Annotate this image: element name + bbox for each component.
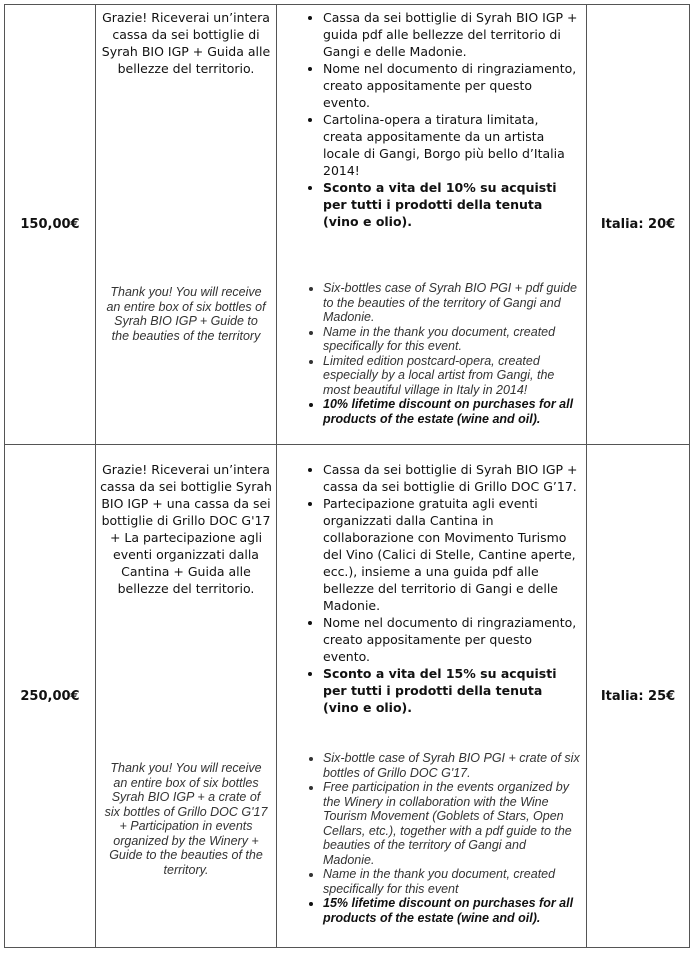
list-item: • Cartolina-opera a tiratura limitata, creata appositamente da un artista locale di Gangi, Borgo più bello d’Italia 2014! xyxy=(323,111,580,179)
details-list-it xyxy=(277,461,586,716)
details-cell xyxy=(277,445,587,948)
table-row xyxy=(5,445,690,948)
list-item: • Partecipazione gratuita agli eventi organizzati dalla Cantina in collaborazione con Movimento Turismo del Vino (Calici di Stelle, Cantine aperte, ecc.), insieme a una guida pdf alle bellezze del territorio di Gangi e delle Madonie. xyxy=(323,495,580,614)
price-cell: 250,00€ xyxy=(5,445,96,948)
list-item: • 15% lifetime discount on purchases for all products of the estate (wine and oil). xyxy=(323,896,580,925)
details-list-en xyxy=(277,751,586,925)
list-item: • Sconto a vita del 10% su acquisti per tutti i prodotti della tenuta (vino e olio). xyxy=(323,179,580,230)
list-item: • Nome nel documento di ringraziamento, creato appositamente per questo evento. xyxy=(323,614,580,665)
table-row xyxy=(5,5,690,445)
shipping-cell: Italia: 25€ xyxy=(587,445,690,948)
details-list-it xyxy=(277,9,586,230)
list-item: • Name in the thank you document, created specifically for this event xyxy=(323,867,580,896)
description-it: Grazie! Riceverai un’intera cassa da sei bottiglie di Syrah BIO IGP + Guida alle bellezze del territorio. xyxy=(101,10,271,76)
list-item: • Six-bottle case of Syrah BIO PGI + crate of six bottles of Grillo DOC G'17. xyxy=(323,751,580,780)
list-item: • Limited edition postcard-opera, created especially by a local artist from Gangi, the most beautiful village in Italy in 2014! xyxy=(323,354,580,398)
description-it: Grazie! Riceverai un’intera cassa da sei bottiglie Syrah BIO IGP + una cassa da sei bottiglie di Grillo DOC G'17 + La partecipazione agli eventi organizzati dalla Cantina + Guida alle bellezze del territorio. xyxy=(100,462,272,596)
list-item: • Cassa da sei bottiglie di Syrah BIO IGP + cassa da sei bottiglie di Grillo DOC G’17. xyxy=(323,461,580,495)
price-cell: 150,00€ xyxy=(5,5,96,445)
list-item: • Free participation in the events organized by the Winery in collaboration with the Wine Tourism Movement (Goblets of Stars, Open Cellars, etc.), together with a pdf guide to the beauties of the territory of Gangi and Madonie. xyxy=(323,780,580,867)
list-item: • Nome nel documento di ringraziamento, creato appositamente per questo evento. xyxy=(323,60,580,111)
description-en: Thank you! You will receive an entire box of six bottles Syrah BIO IGP + a crate of six bottles of Grillo DOC G'17 + Participation in events organized by the Winery + Guide to the beauties of the territory. xyxy=(104,761,268,877)
description-cell xyxy=(96,445,277,948)
list-item: • Sconto a vita del 15% su acquisti per tutti i prodotti della tenuta (vino e olio). xyxy=(323,665,580,716)
rewards-table xyxy=(4,4,690,948)
list-item: • Cassa da sei bottiglie di Syrah BIO IGP + guida pdf alle bellezze del territorio di Gangi e delle Madonie. xyxy=(323,9,580,60)
details-cell xyxy=(277,5,587,445)
list-item: • Six-bottles case of Syrah BIO PGI + pdf guide to the beauties of the territory of Gangi and Madonie. xyxy=(323,281,580,325)
details-list-en xyxy=(277,281,586,426)
list-item: • 10% lifetime discount on purchases for all products of the estate (wine and oil). xyxy=(323,397,580,426)
description-en: Thank you! You will receive an entire box of six bottles of Syrah BIO IGP + Guide to the beauties of the territory xyxy=(106,285,266,343)
list-item: • Name in the thank you document, created specifically for this event. xyxy=(323,325,580,354)
shipping-cell: Italia: 20€ xyxy=(587,5,690,445)
description-cell xyxy=(96,5,277,445)
